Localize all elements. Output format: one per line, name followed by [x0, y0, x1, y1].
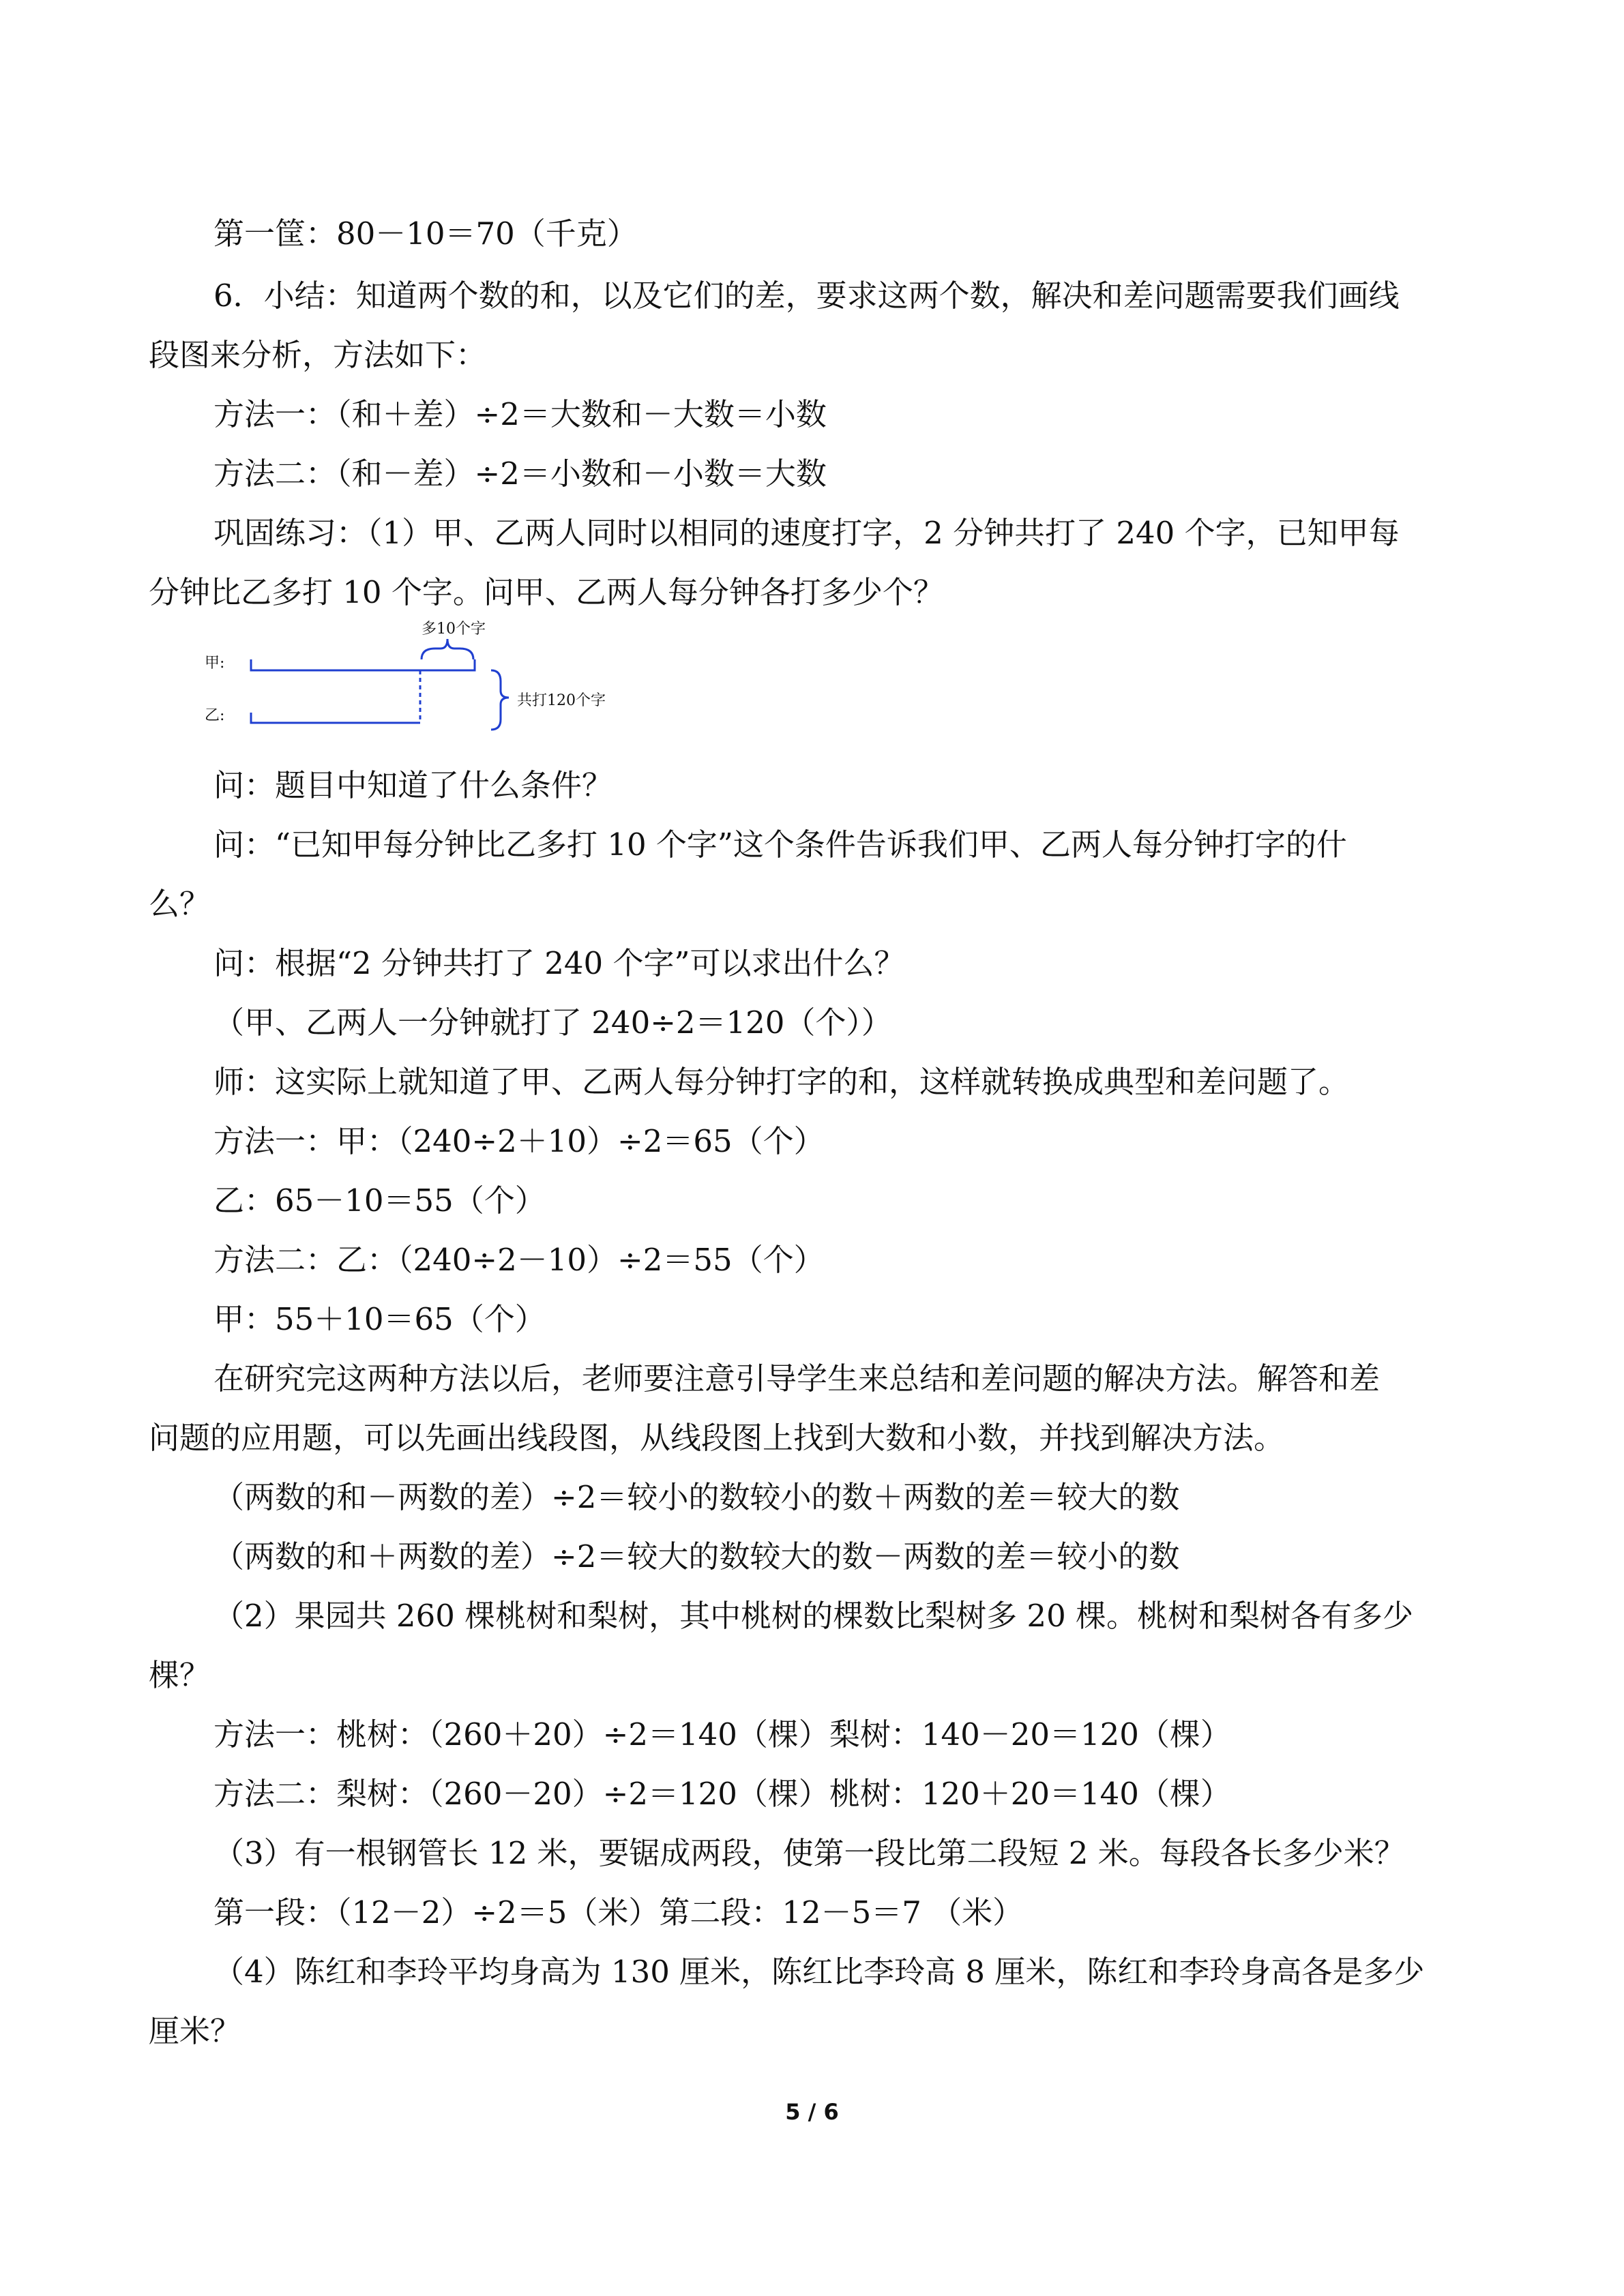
segment-jia [251, 659, 475, 670]
text-line: 巩固练习：（1）甲、乙两人同时以相同的速度打字，2 分钟共打了 240 个字，已知甲每 [213, 515, 1400, 551]
text-line: 问：题目中知道了什么条件？ [213, 767, 613, 803]
text-line: 第一段：（12－2）÷2＝5（米）第二段：12－5＝7 （米） [213, 1894, 1024, 1930]
text-line: （两数的和＋两数的差）÷2＝较大的数较大的数－两数的差＝较小的数 [213, 1538, 1180, 1575]
text-line: （甲、乙两人一分钟就打了 240÷2＝120（个）） [213, 1004, 892, 1041]
text-line: （4）陈红和李玲平均身高为 130 厘米，陈红比李玲高 8 厘米，陈红和李玲身高各是多少 [213, 1954, 1425, 1990]
text-line: 方法一：甲：（240÷2＋10）÷2＝65（个） [213, 1123, 825, 1159]
text-line: 师：这实际上就知道了甲、乙两人每分钟打字的和，这样就转换成典型和差问题了。 [213, 1064, 1350, 1100]
diagram-total-label: 共打120个字 [517, 692, 606, 709]
text-line: 么？ [149, 886, 211, 922]
text-line: 分钟比乙多打 10 个字。问甲、乙两人每分钟各打多少个？ [149, 574, 944, 610]
text-line: 6．小结：知道两个数的和，以及它们的差，要求这两个数，解决和差问题需要我们画线 [213, 278, 1400, 314]
text-line: 方法二：乙：（240÷2－10）÷2＝55（个） [213, 1242, 825, 1278]
text-line: 问：“已知甲每分钟比乙多打 10 个字”这个条件告诉我们甲、乙两人每分钟打字的什 [213, 826, 1347, 863]
diagram-extra-label: 多10个字 [422, 621, 486, 638]
text-line: 在研究完这两种方法以后，老师要注意引导学生来总结和差问题的解决方法。解答和差 [213, 1360, 1381, 1397]
text-line: （3）有一根钢管长 12 米，要锯成两段，使第一段比第二段短 2 米。每段各长多少米？ [213, 1835, 1405, 1871]
diagram-segments [251, 639, 509, 730]
text-line: 问：根据“2 分钟共打了 240 个字”可以求出什么？ [213, 945, 905, 981]
text-line: 棵？ [149, 1657, 211, 1693]
text-line: 第一筐：80－10＝70（千克） [213, 215, 638, 252]
line-segment-diagram [205, 617, 641, 740]
brace-extra [422, 639, 473, 659]
text-line: 方法二：梨树：（260－20）÷2＝120（棵）桃树：120＋20＝140（棵） [213, 1776, 1231, 1812]
text-line: 段图来分析，方法如下： [149, 337, 487, 373]
segment-yi [251, 713, 420, 723]
text-line: 甲：55＋10＝65（个） [213, 1301, 546, 1337]
page-number: 5 / 6 [785, 2099, 839, 2125]
text-line: 问题的应用题，可以先画出线段图，从线段图上找到大数和小数，并找到解决方法。 [149, 1420, 1285, 1456]
text-line: （两数的和－两数的差）÷2＝较小的数较小的数＋两数的差＝较大的数 [213, 1479, 1180, 1515]
text-line: 乙：65－10＝55（个） [213, 1182, 546, 1219]
text-line: 方法一：桃树：（260＋20）÷2＝140（棵）梨树：140－20＝120（棵） [213, 1716, 1231, 1753]
diagram-label-jia: 甲: [205, 655, 225, 672]
text-line: 方法二：（和－差）÷2＝小数和－小数＝大数 [213, 456, 827, 492]
diagram-label-yi: 乙: [205, 707, 225, 724]
text-line: 厘米？ [149, 2013, 241, 2049]
brace-total [491, 670, 509, 730]
text-line: （2）果园共 260 棵桃树和梨树，其中桃树的棵数比梨树多 20 棵。桃树和梨树各有多少 [213, 1598, 1414, 1634]
text-line: 方法一：（和＋差）÷2＝大数和－大数＝小数 [213, 396, 827, 432]
